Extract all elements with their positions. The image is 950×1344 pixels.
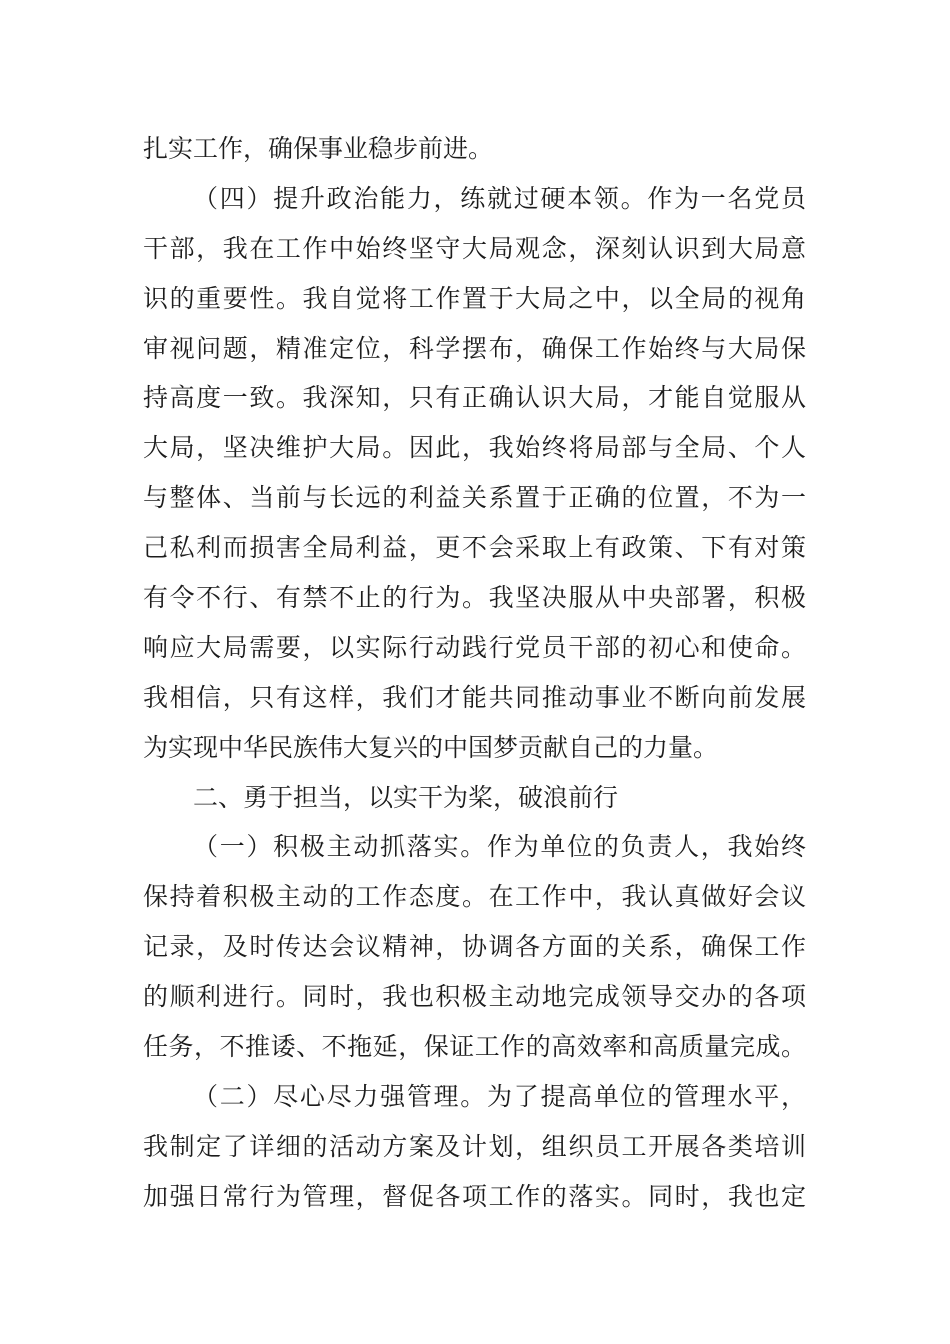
text-line: 响应大局需要，以实际行动践行党员干部的初心和使命。 [143,634,806,662]
text-line: 持高度一致。我深知，只有正确认识大局，才能自觉服从 [143,385,806,413]
paragraph-start: （一）积极主动抓落实。作为单位的负责人，我始终 [193,834,806,862]
text-line: 的顺利进行。同时，我也积极主动地完成领导交办的各项 [143,984,806,1012]
paragraph-end: 为实现中华民族伟大复兴的中国梦贡献自己的力量。 [143,734,719,762]
text-line: 有令不行、有禁不止的行为。我坚决服从中央部署，积极 [143,585,806,613]
text-line: 扎实工作，确保事业稳步前进。 [143,136,494,163]
text-line: 干部，我在工作中始终坚守大局观念，深刻认识到大局意 [143,235,806,263]
text-line: 审视问题，精准定位，科学摆布，确保工作始终与大局保 [143,335,806,363]
text-line: 识的重要性。我自觉将工作置于大局之中，以全局的视角 [143,285,806,313]
paragraph-end: 任务，不推诿、不拖延，保证工作的高效率和高质量完成。 [143,1034,806,1062]
paragraph-start: （四）提升政治能力，练就过硬本领。作为一名党员 [193,185,806,213]
text-line: 记录，及时传达会议精神，协调各方面的关系，确保工作 [143,934,806,962]
text-line: 与整体、当前与长远的利益关系置于正确的位置，不为一 [143,485,806,513]
text-line: 大局，坚决维护大局。因此，我始终将局部与全局、个人 [143,435,806,463]
text-line: 我制定了详细的活动方案及计划，组织员工开展各类培训 [143,1133,806,1161]
text-line: 己私利而损害全局利益，更不会采取上有政策、下有对策 [143,535,806,563]
text-line: 保持着积极主动的工作态度。在工作中，我认真做好会议 [143,884,806,912]
section-heading: 二、勇于担当，以实干为桨，破浪前行 [193,784,619,812]
document-text-block [143,125,806,1223]
text-line: 我相信，只有这样，我们才能共同推动事业不断向前发展 [143,684,806,712]
paragraph-start: （二）尽心尽力强管理。为了提高单位的管理水平， [193,1083,806,1111]
text-line: 加强日常行为管理，督促各项工作的落实。同时，我也定 [143,1183,806,1211]
